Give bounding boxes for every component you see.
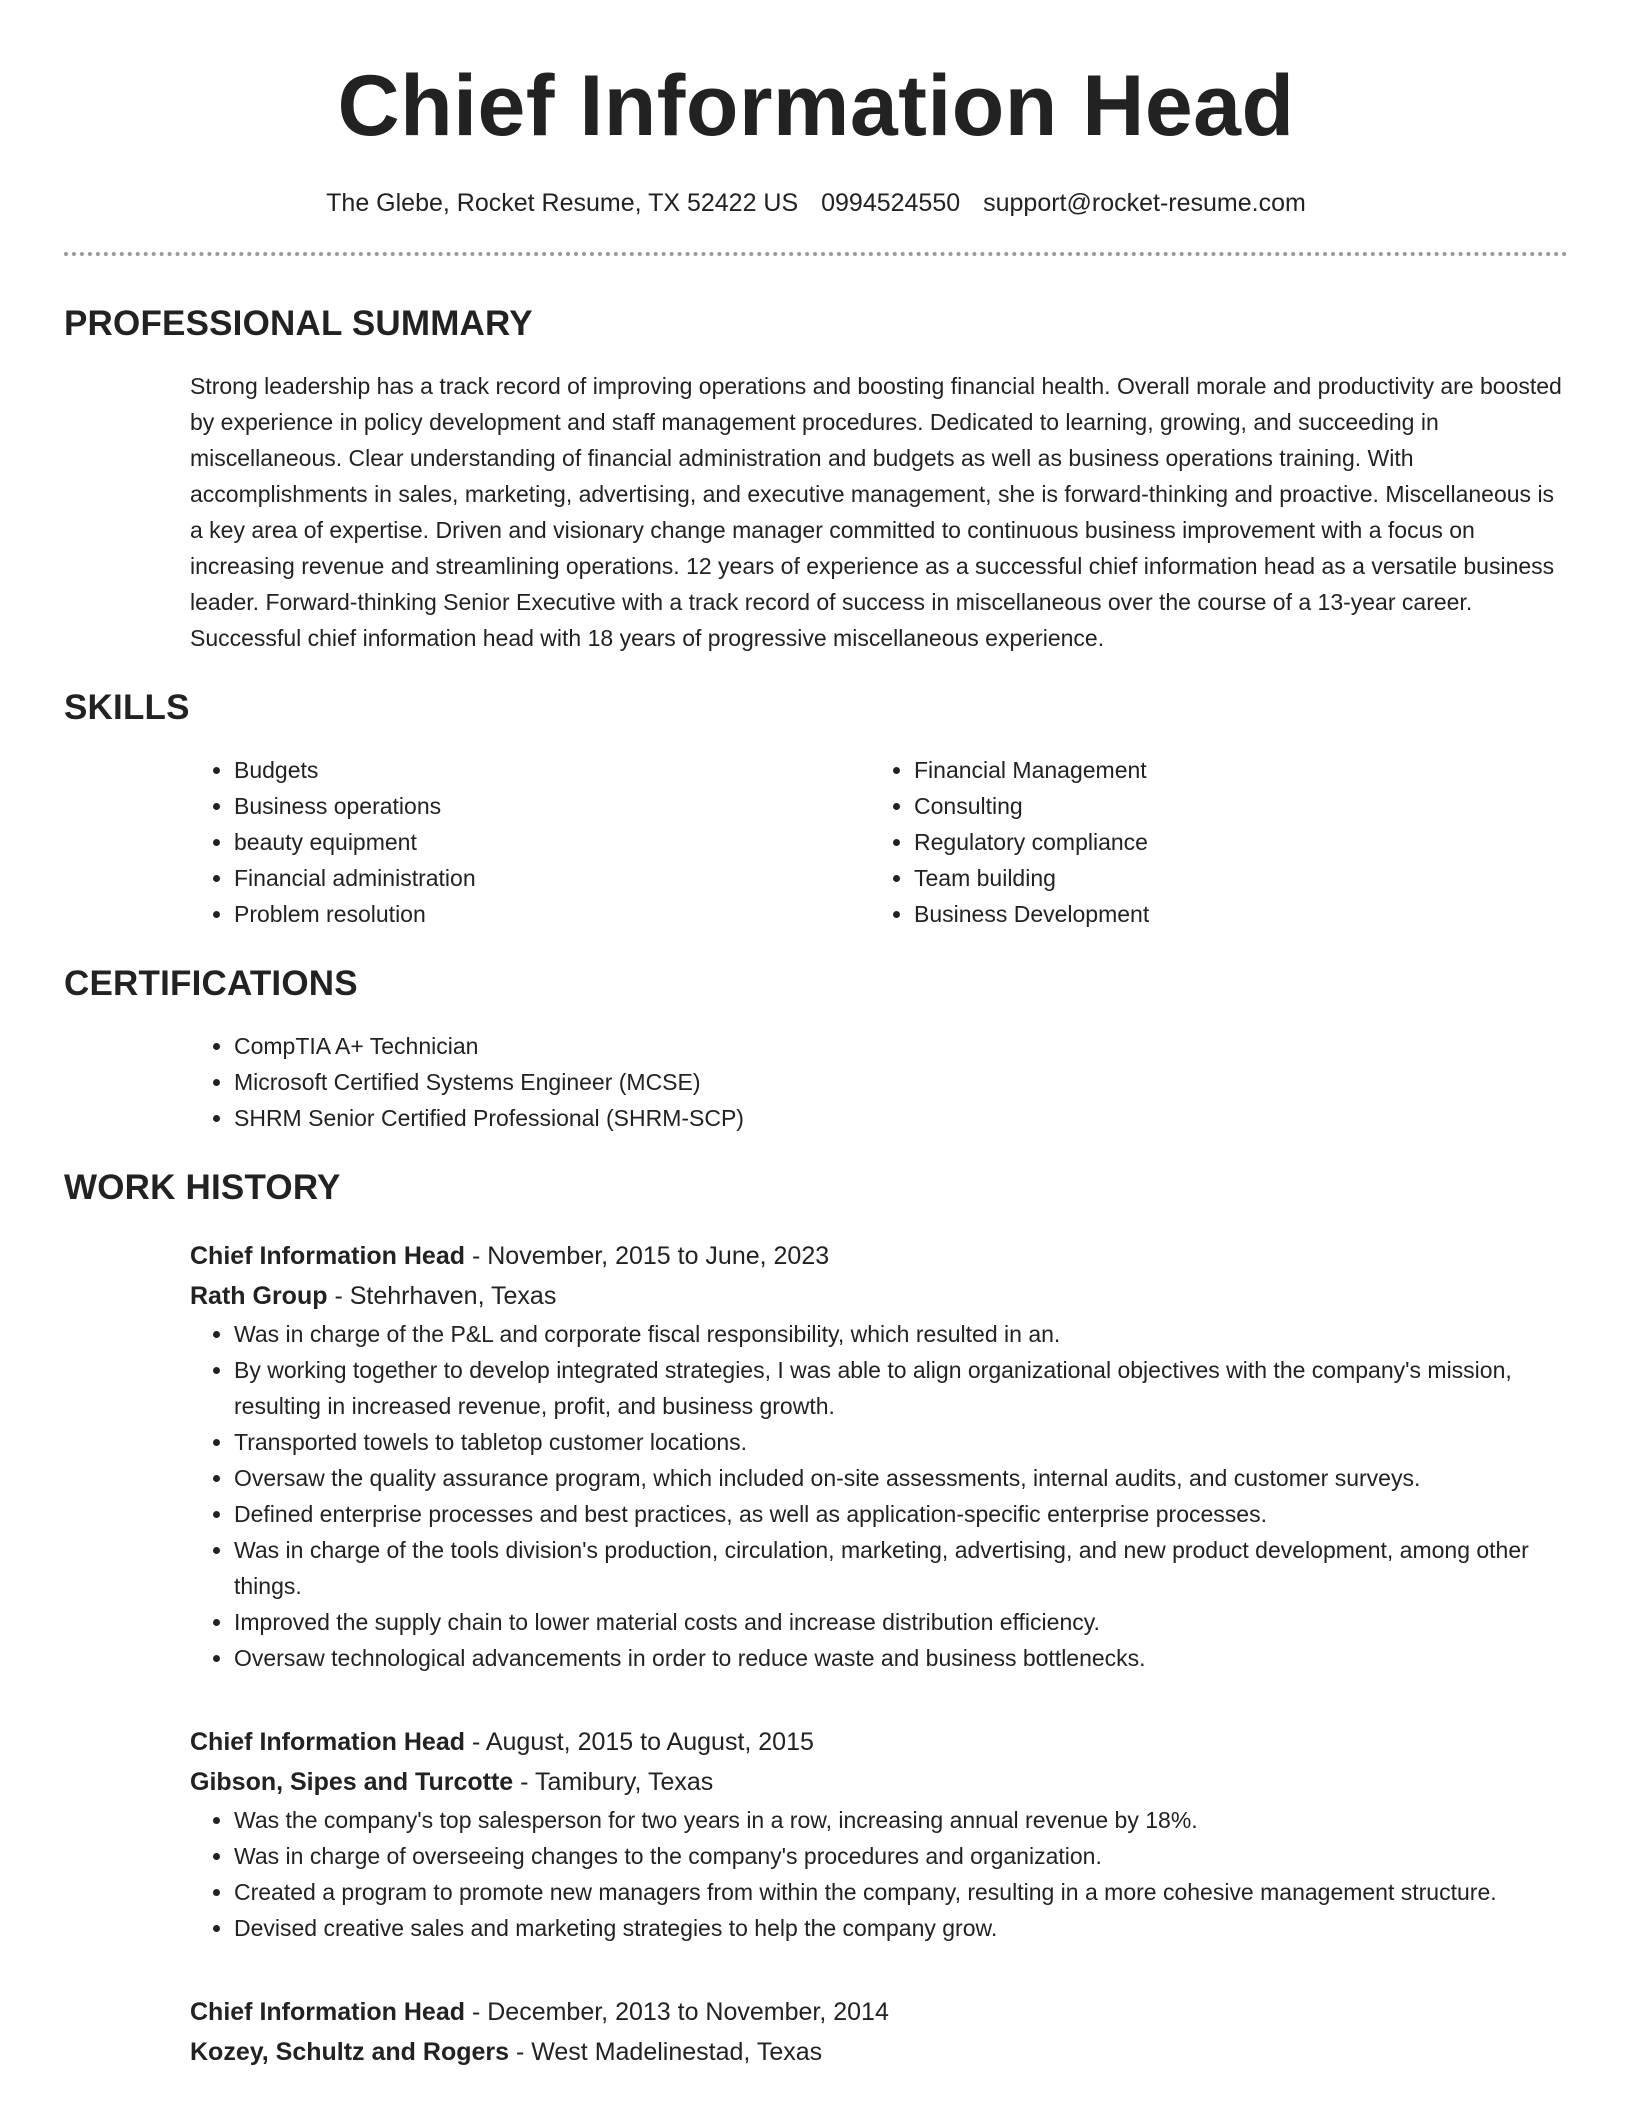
job-bullet: • Oversaw technological advancements in order to reduce waste and business bottlenecks. bbox=[234, 1640, 1564, 1676]
job-entry bbox=[190, 1236, 1564, 1676]
job-entry bbox=[190, 1992, 1564, 2072]
skills-list-left bbox=[190, 752, 870, 932]
phone-text: 0994524550 bbox=[821, 189, 961, 217]
address-text: The Glebe, Rocket Resume, TX 52422 US bbox=[326, 189, 799, 217]
job-title-line bbox=[190, 1236, 1564, 1276]
skill-item: • Financial administration bbox=[234, 860, 870, 896]
job-entry bbox=[190, 1722, 1564, 1946]
resume-page bbox=[64, 0, 1568, 2072]
job-location: - Tamibury, Texas bbox=[513, 1768, 714, 1796]
skills-grid bbox=[190, 752, 1564, 932]
summary-section bbox=[64, 302, 1568, 656]
job-bullet: • Oversaw the quality assurance program, which included on-site assessments, internal audits, and customer surveys. bbox=[234, 1460, 1564, 1496]
job-bullet: • Was the company's top salesperson for two years in a row, increasing annual revenue by 18%. bbox=[234, 1802, 1564, 1838]
summary-text: Strong leadership has a track record of improving operations and boosting financial health. Overall morale and productivity are boosted by experience in policy development and staff management procedures. Dedicated to learning, growing, and succeeding in miscellaneous. Clear understanding of financial administration and budgets as well as business operations training. With accomplishments in sales, marketing, advertising, and executive management, she is forward-thinking and proactive. Miscellaneous is a key area of expertise. Driven and visionary change manager committed to continuous business improvement with a focus on increasing revenue and streamlining operations. 12 years of experience as a successful chief information head as a versatile business leader. Forward-thinking Senior Executive with a track record of success in miscellaneous over the course of a 13-year career. Successful chief information head with 18 years of progressive miscellaneous experience. bbox=[190, 373, 1562, 651]
job-title-line bbox=[190, 1992, 1564, 2032]
contact-line bbox=[64, 186, 1568, 220]
job-bullets bbox=[190, 1802, 1564, 1946]
skill-item: • Financial Management bbox=[914, 752, 1550, 788]
job-bullet: • Was in charge of overseeing changes to the company's procedures and organization. bbox=[234, 1838, 1564, 1874]
job-dates: - November, 2015 to June, 2023 bbox=[465, 1242, 830, 1270]
certifications-list bbox=[190, 1028, 1564, 1136]
skill-item: • Problem resolution bbox=[234, 896, 870, 932]
certification-item: • SHRM Senior Certified Professional (SHRM-SCP) bbox=[234, 1100, 1564, 1136]
job-bullet: • Was in charge of the tools division's production, circulation, marketing, advertising, and new product development, among other things. bbox=[234, 1532, 1564, 1604]
job-role: Chief Information Head bbox=[190, 1728, 466, 1756]
job-bullet: • Defined enterprise processes and best practices, as well as application-specific enterprise processes. bbox=[234, 1496, 1564, 1532]
skill-item: • Business Development bbox=[914, 896, 1550, 932]
header-divider bbox=[64, 252, 1568, 256]
skills-column-left bbox=[190, 752, 870, 932]
section-title-certifications: CERTIFICATIONS bbox=[64, 964, 358, 1003]
skill-item: • Business operations bbox=[234, 788, 870, 824]
job-company: Kozey, Schultz and Rogers bbox=[190, 2038, 510, 2066]
skills-section bbox=[64, 686, 1568, 932]
section-title-summary: PROFESSIONAL SUMMARY bbox=[64, 304, 533, 343]
skill-item: • Regulatory compliance bbox=[914, 824, 1550, 860]
candidate-name: Chief Information Head bbox=[337, 58, 1295, 154]
job-bullet: • Devised creative sales and marketing strategies to help the company grow. bbox=[234, 1910, 1564, 1946]
skill-item: • Budgets bbox=[234, 752, 870, 788]
skill-item: • Team building bbox=[914, 860, 1550, 896]
job-bullet: • Created a program to promote new managers from within the company, resulting in a more cohesive management structure. bbox=[234, 1874, 1564, 1910]
skills-column-right bbox=[870, 752, 1550, 932]
job-title-line bbox=[190, 1722, 1564, 1762]
certifications-section bbox=[64, 962, 1568, 1136]
job-location: - West Madelinestad, Texas bbox=[509, 2038, 823, 2066]
job-bullets bbox=[190, 1316, 1564, 1676]
email-link[interactable]: support@rocket-resume.com bbox=[983, 189, 1306, 217]
resume-header bbox=[64, 0, 1568, 220]
skill-item: • beauty equipment bbox=[234, 824, 870, 860]
certification-item: • Microsoft Certified Systems Engineer (MCSE) bbox=[234, 1064, 1564, 1100]
job-dates: - August, 2015 to August, 2015 bbox=[465, 1728, 814, 1756]
job-bullet: • By working together to develop integrated strategies, I was able to align organizational objectives with the company's mission, resulting in increased revenue, profit, and business growth. bbox=[234, 1352, 1564, 1424]
job-dates: - December, 2013 to November, 2014 bbox=[465, 1998, 889, 2026]
job-bullet: • Was in charge of the P&L and corporate fiscal responsibility, which resulted in an. bbox=[234, 1316, 1564, 1352]
certification-item: • CompTIA A+ Technician bbox=[234, 1028, 1564, 1064]
certifications-list-wrap bbox=[190, 1028, 1564, 1136]
job-role: Chief Information Head bbox=[190, 1242, 466, 1270]
job-company-line bbox=[190, 1276, 1564, 1316]
section-title-skills: SKILLS bbox=[64, 688, 190, 727]
section-title-work-history: WORK HISTORY bbox=[64, 1168, 341, 1207]
job-location: - Stehrhaven, Texas bbox=[327, 1282, 557, 1310]
job-company-line bbox=[190, 2032, 1564, 2072]
job-role: Chief Information Head bbox=[190, 1998, 466, 2026]
job-company: Gibson, Sipes and Turcotte bbox=[190, 1768, 514, 1796]
work-history-section bbox=[64, 1166, 1568, 2072]
job-company-line bbox=[190, 1762, 1564, 1802]
job-company: Rath Group bbox=[190, 1282, 328, 1310]
skill-item: • Consulting bbox=[914, 788, 1550, 824]
skills-list-right bbox=[870, 752, 1550, 932]
job-bullet: • Improved the supply chain to lower material costs and increase distribution efficiency. bbox=[234, 1604, 1564, 1640]
job-bullet: • Transported towels to tabletop customer locations. bbox=[234, 1424, 1564, 1460]
